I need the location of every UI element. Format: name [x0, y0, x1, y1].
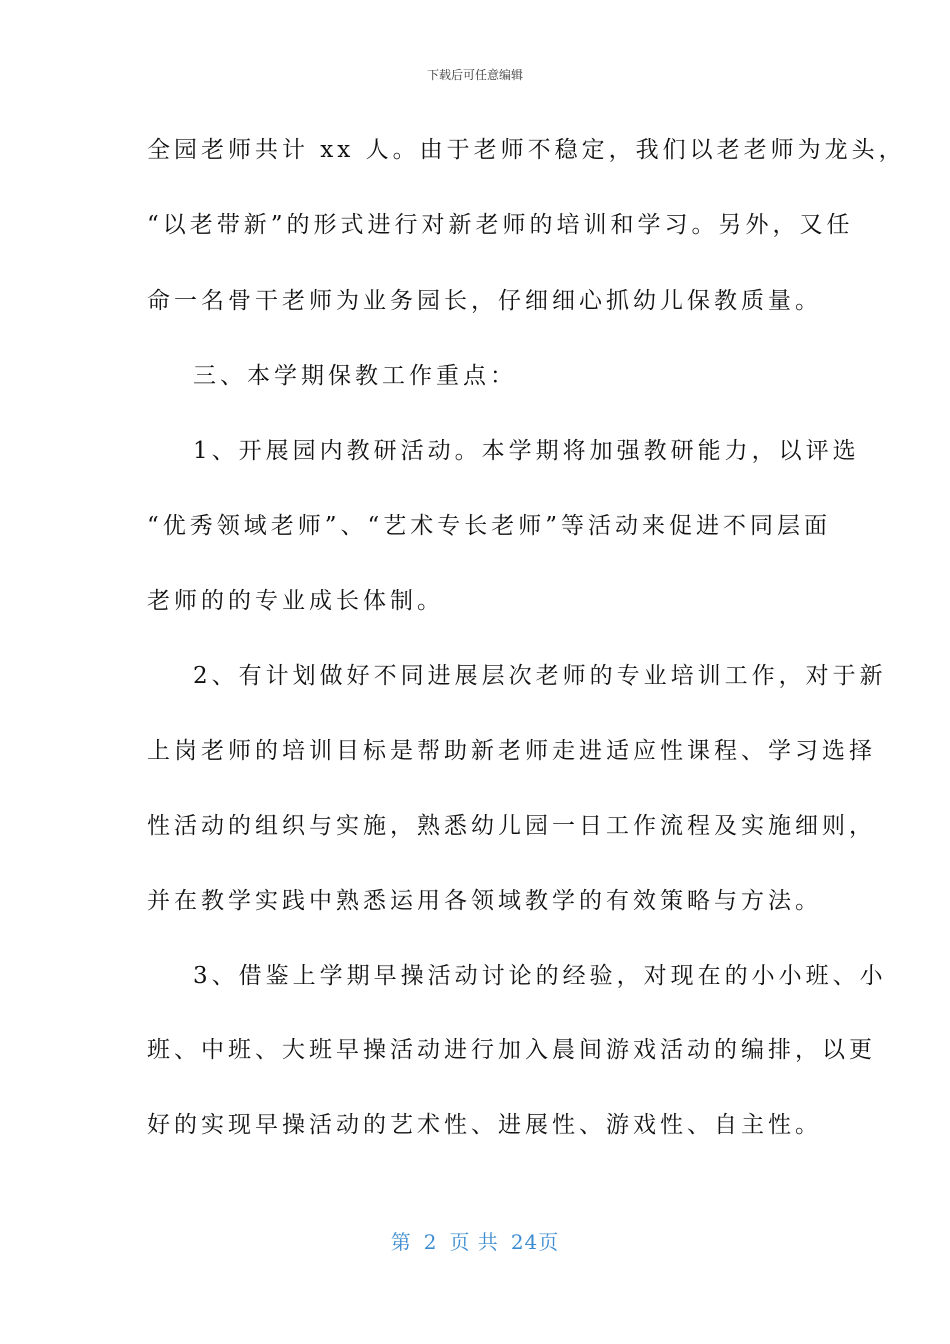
text-line: 上岗老师的培训目标是帮助新老师走进适应性课程、学习选择 — [147, 738, 876, 764]
section-heading: 三、本学期保教工作重点： — [193, 363, 517, 389]
text-line: 好的实现早操活动的艺术性、进展性、游戏性、自主性。 — [147, 1112, 822, 1138]
footer-page-number: 2 — [423, 1230, 438, 1254]
text-line: 性活动的组织与实施，熟悉幼儿园一日工作流程及实施细则， — [147, 813, 876, 839]
page-header: 下载后可任意编辑 — [426, 68, 523, 82]
text-line: “以老带新”的形式进行对新老师的培训和学习。另外，又任 — [147, 212, 854, 238]
text-line: 班、中班、大班早操活动进行加入晨间游戏活动的编排，以更 — [147, 1037, 876, 1063]
text-line: 老师的的专业成长体制。 — [147, 588, 444, 614]
text-line: 并在教学实践中熟悉运用各领域教学的有效策略与方法。 — [147, 888, 822, 914]
text-line: “优秀领域老师”、“艺术专长老师”等活动来促进不同层面 — [147, 513, 832, 539]
footer-total-pages: 24 — [510, 1230, 539, 1254]
footer-middle: 页 共 — [449, 1230, 499, 1254]
text-line: 全园老师共计 xx 人。由于老师不稳定，我们以老老师为龙头， — [147, 137, 906, 163]
page-footer — [0, 1226, 950, 1255]
text-line: 1、开展园内教研活动。本学期将加强教研能力，以评选 — [193, 438, 860, 464]
text-line: 命一名骨干老师为业务园长，仔细细心抓幼儿保教质量。 — [147, 288, 822, 314]
text-line: 3、借鉴上学期早操活动讨论的经验，对现在的小小班、小 — [193, 963, 887, 989]
footer-prefix: 第 — [390, 1230, 412, 1254]
text-line: 2、有计划做好不同进展层次老师的专业培训工作，对于新 — [193, 663, 887, 689]
footer-suffix: 页 — [538, 1230, 560, 1254]
